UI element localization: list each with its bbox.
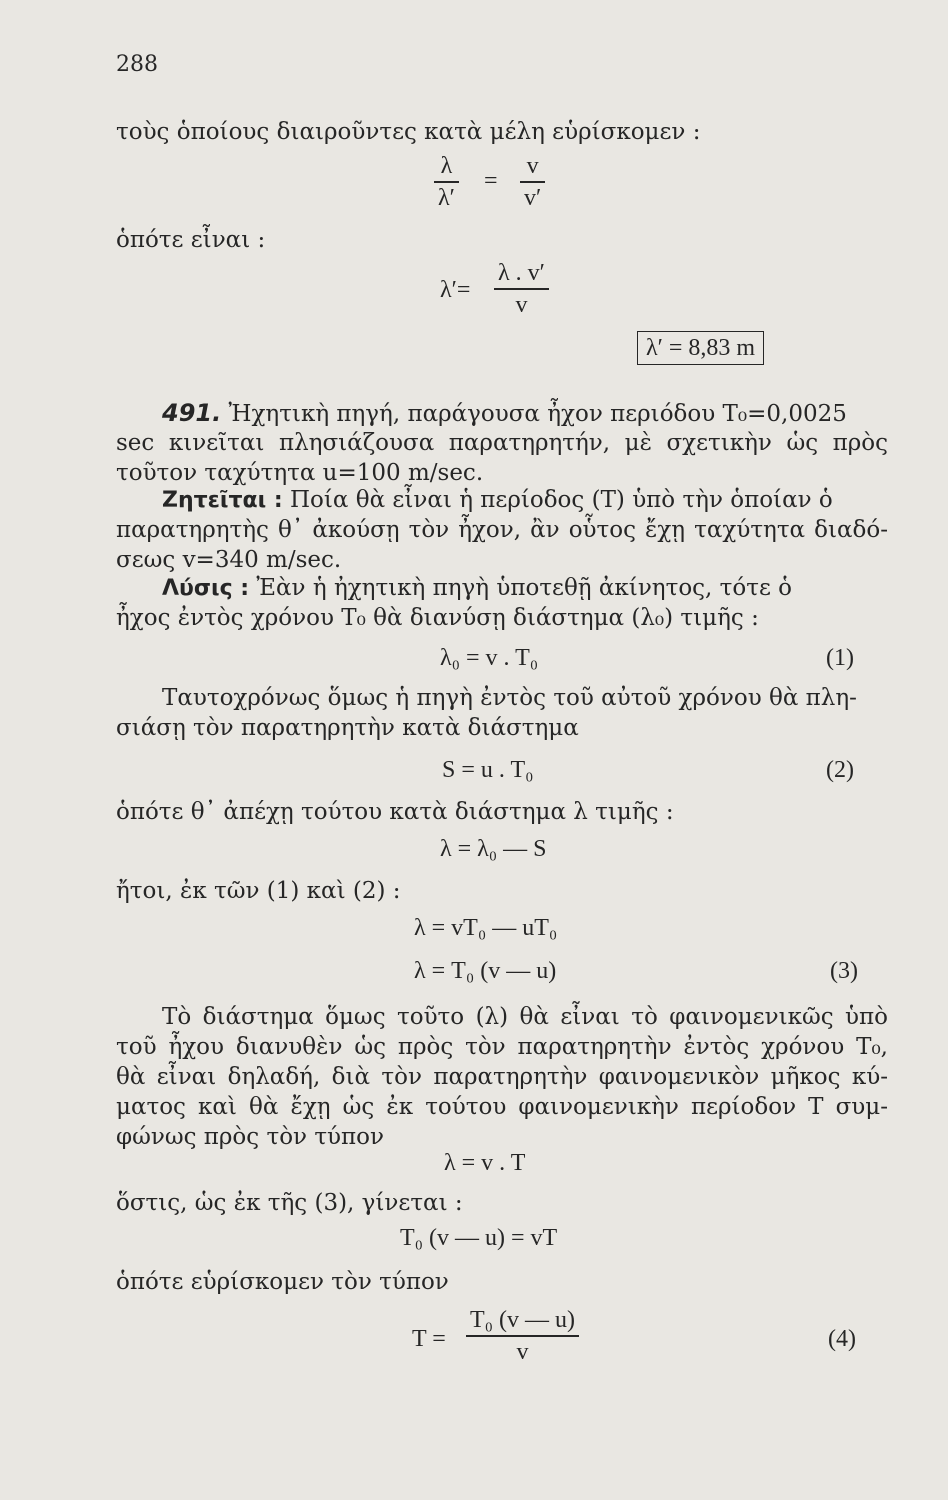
lambda-prime-denominator: v [515,291,528,318]
zhteitai-label: Ζητεῖται : [162,488,283,513]
ratio-equals: = [484,168,498,194]
lysis-label: Λύσις : [162,576,250,601]
equation-2-label: (2) [826,757,854,783]
zhteitai-text-1: Ποία θὰ εἶναι ἡ περίοδος (T) ὑπὸ τὴν ὁποίαν ὁ [289,487,833,513]
equation-lambda-diff: λ = λ₀ — S [440,836,547,862]
problem-statement-1: Ἠχητικὴ πηγή, παράγουσα ἦχον περιόδου T₀=0,0025 [228,401,847,427]
equation-4-lhs: T = [412,1326,446,1352]
ratio-left-denominator: λ′ [438,184,455,211]
ostis-line: ὅστις, ὡς ἐκ τῆς (3), γίνεται : [116,1190,463,1216]
fraction-bar [466,1335,579,1337]
opote-line: ὁπότε εἶναι : [116,227,266,253]
equation-3: λ = T₀ (v — u) [414,958,557,984]
lambda-prime-fraction [494,259,549,319]
equation-vt-ut: λ = vT₀ — uT₀ [414,915,558,941]
tautoxronos-line-2: σιάσῃ τὸν παρατηρητὴν κατὰ διάστημα [116,715,579,741]
problem-statement-3: τοῦτον ταχύτητα u=100 m/sec. [116,460,484,486]
tautoxronos-line-1: Ταυτοχρόνως ὅμως ἡ πηγὴ ἐντὸς τοῦ αὐτοῦ χρόνου θὰ πλη- [162,685,857,711]
diasthma-line-3: θὰ εἶναι δηλαδή, διὰ τὸν παρατηρητὴν φαινομενικὸν μῆκος κύ- [116,1064,888,1090]
equation-4-numerator: T₀ (v — u) [470,1307,576,1333]
equation-4-label: (4) [828,1326,856,1352]
zhteitai-text-3: σεως v=340 m/sec. [116,547,342,573]
intro-line: τοὺς ὁποίους διαιροῦντες κατὰ μέλη εὑρίσκομεν : [116,119,701,145]
lambda-prime-numerator: λ . v′ [498,260,545,286]
equation-1: λ₀ = v . T₀ [440,645,539,671]
ratio-left-numerator: λ [440,153,453,179]
fraction-bar [434,181,459,183]
problem-number: 491. [162,399,222,427]
diasthma-line-5: φώνως πρὸς τὸν τύπον [116,1124,384,1150]
problem-line-1 [162,398,847,429]
zhteitai-text-2: παρατηρητὴς θ᾽ ἀκούσῃ τὸν ἦχον, ἂν οὗτος ἔχῃ ταχύτητα διαδό- [116,517,888,543]
ratio-right-fraction [520,152,545,212]
apexh-line: ὁπότε θ᾽ ἀπέχῃ τούτου κατὰ διάστημα λ τιμῆς : [116,799,674,825]
fraction-bar [494,288,549,290]
equation-T0-vT: T₀ (v — u) = vT [400,1225,558,1251]
boxed-result: λ′ = 8,83 m [637,331,764,365]
equation-3-label: (3) [830,958,858,984]
equation-2: S = u . T₀ [442,757,534,783]
diasthma-line-1: Τὸ διάστημα ὅμως τοῦτο (λ) θὰ εἶναι τὸ φαινομενικῶς ὑπὸ [162,1004,888,1030]
zhteitai-line-1 [162,485,833,516]
lysis-text-2: ἦχος ἐντὸς χρόνου T₀ θὰ διανύσῃ διάστημα (λ₀) τιμῆς : [116,605,759,631]
lambda-prime-lhs: λ′= [440,277,471,303]
equation-lambda-vT: λ = v . T [444,1150,526,1176]
diasthma-line-2: τοῦ ἦχου διανυθὲν ὡς πρὸς τὸν παρατηρητὴν ἐντὸς χρόνου T₀, [116,1034,888,1060]
ratio-left-fraction [434,152,459,212]
opote-tupon-line: ὁπότε εὑρίσκομεν τὸν τύπον [116,1269,449,1295]
equation-4-fraction [466,1306,579,1366]
htoi-line: ἤτοι, ἐκ τῶν (1) καὶ (2) : [116,878,401,904]
diasthma-line-4: ματος καὶ θὰ ἔχῃ ὡς ἐκ τούτου φαινομενικὴν περίοδον T συμ- [116,1094,888,1120]
ratio-right-numerator: v [526,153,539,179]
lysis-text-1: Ἐὰν ἡ ἠχητικὴ πηγὴ ὑποτεθῇ ἀκίνητος, τότε ὁ [256,575,793,601]
problem-statement-2: sec κινεῖται πλησιάζουσα παρατηρητήν, μὲ σχετικὴν ὡς πρὸς [116,430,888,456]
lysis-line-1 [162,573,792,604]
equation-4-denominator: v [516,1338,529,1365]
page-number: 288 [116,52,158,77]
equation-1-label: (1) [826,645,854,671]
fraction-bar [520,181,545,183]
ratio-right-denominator: v′ [524,184,542,211]
